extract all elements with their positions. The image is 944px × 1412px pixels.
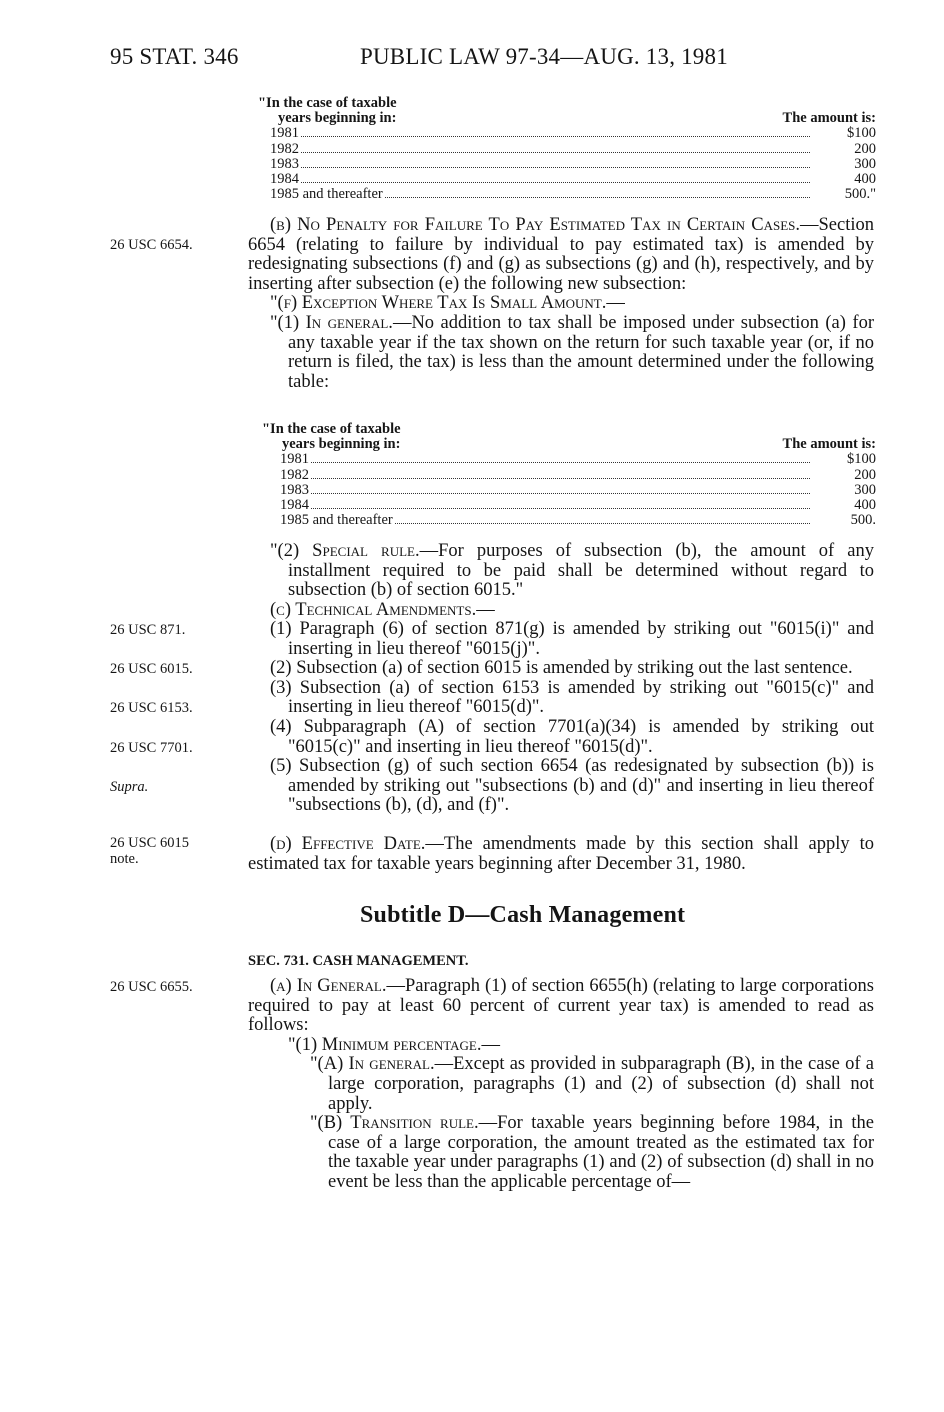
table-row: 1982 200 <box>280 466 876 483</box>
section-b-heading: (b) No Penalty for Failure To Pay Estimated Tax in Certain Cases. <box>270 215 800 235</box>
subsection-a-heading: (a) In General. <box>270 976 387 996</box>
table-header-left-2: years beginning in: <box>278 110 397 127</box>
table-row: 1984 400 <box>280 497 876 514</box>
margin-citation: 26 USC 6153. <box>110 700 193 716</box>
subparagraph-b-heading: "(B) Transition rule. <box>310 1113 479 1134</box>
margin-citation: 26 USC 7701. <box>110 740 193 756</box>
table-row: 1983 300 <box>270 155 876 172</box>
margin-citation: 26 USC 6655. <box>110 979 193 995</box>
section-title: SEC. 731. CASH MANAGEMENT. <box>248 953 469 969</box>
effective-date: (d) Effective Date.—The amendments made by this section shall apply to estimated tax for taxable years beginning after December 31, 1980. <box>248 834 874 874</box>
paragraph-f1: "(1) In general.—No addition to tax shall be imposed under subsection (a) for any taxable year if the tax shown on the return for such taxable year (or, if no return is filed, the tax) is less than the amount determined under the following table: <box>270 312 874 392</box>
table-row: 1984 400 <box>270 171 876 188</box>
amendment-item: (5) Subsection (g) of such section 6654 (as redesignated by subsection (b)) is amended by striking out "subsections (b) and (d)" and inserting in lieu thereof "subsections (b), (d), and (f)". <box>270 756 874 816</box>
stat-page-number: 95 STAT. 346 <box>110 44 239 69</box>
amendment-item: (1) Paragraph (6) of section 871(g) is amended by striking out "6015(i)" and inserting in lieu thereof "6015(j)". <box>270 619 874 659</box>
margin-citation: 26 USC 6015. <box>110 661 193 677</box>
margin-citation: 26 USC 871. <box>110 622 186 638</box>
amount-table-2 <box>262 422 876 528</box>
technical-amendments-heading: (c) Technical Amendments.— <box>270 599 495 620</box>
section-b-paragraph: (b) No Penalty for Failure To Pay Estimated Tax in Certain Cases.—Section 6654 (relating to failure by individual to pay estimated tax) is amended by redesignating subsections (f) and (g) as subsections (g) and (h), respectively, and by inserting after subsection (e) the following new subsection: <box>248 215 874 294</box>
margin-citation: 26 USC 6015 note. <box>110 835 189 867</box>
table-header-left-2: years beginning in: <box>282 436 401 453</box>
section-b <box>248 216 874 392</box>
effective-date-heading: (d) Effective Date. <box>270 834 426 854</box>
amendment-item: (3) Subsection (a) of section 6153 is amended by striking out "6015(c)" and inserting in lieu thereof "6015(d)". <box>270 677 874 718</box>
table-header-right: The amount is: <box>782 110 876 127</box>
technical-amendments <box>248 620 874 816</box>
subparagraph-a-heading: "(A) In general. <box>310 1054 435 1075</box>
margin-citation: 26 USC 6654. <box>110 237 193 253</box>
table-row: 1985 and thereafter 500." <box>270 186 876 203</box>
amount-table-1 <box>258 96 876 202</box>
table-row: 1981 $100 <box>280 451 876 468</box>
subsection-f-heading: "(f) Exception Where Tax Is Small Amount.— <box>270 293 625 314</box>
table-row: 1982 200 <box>270 140 876 157</box>
section-731: (a) In General.—Paragraph (1) of section 6655(h) (relating to large corporations required to pay at least 60 percent of current year tax) is amended to read as follows: "(1) Minimum percentage.— "(A) In general.—Except as provided in subparagraph (B), in the case of a large corporation, paragraphs (1) and (2) of subsection (d) shall not apply. "(B) Transition rule.—For taxable years beginning before 1984, in the case of a large corporation, the amount treated as the estimated tax for the taxable year under paragraphs (1) and (2) of subsection (d) shall in no event be less than the applicable percentage of— <box>248 976 875 1192</box>
public-law-title: PUBLIC LAW 97-34—AUG. 13, 1981 <box>360 44 728 69</box>
margin-citation: Supra. <box>110 779 149 795</box>
table-header-left: "In the case of taxable <box>258 95 397 111</box>
special-rule: "(2) Special rule.—For purposes of subsection (b), the amount of any installment required to be paid shall be determined without regard to subsection (b) of section 6015." (c) Technical Amendments.— <box>248 542 874 620</box>
minimum-percentage-heading: "(1) Minimum percentage.— <box>288 1034 500 1055</box>
table-row: 1983 300 <box>280 481 876 498</box>
table-header-right: The amount is: <box>782 436 876 453</box>
table-row: 1985 and thereafter 500. <box>280 512 876 529</box>
subtitle-heading: Subtitle D—Cash Management <box>360 902 686 928</box>
table-row: 1981 $100 <box>270 125 876 142</box>
amendment-item: (4) Subparagraph (A) of section 7701(a)(34) is amended by striking out "6015(c)" and inserting in lieu thereof "6015(d)". <box>270 716 874 757</box>
table-header-left: "In the case of taxable <box>262 421 401 437</box>
amendment-item: (2) Subsection (a) of section 6015 is amended by striking out the last sentence. <box>270 658 853 679</box>
special-rule-heading: "(2) Special rule. <box>270 541 420 561</box>
